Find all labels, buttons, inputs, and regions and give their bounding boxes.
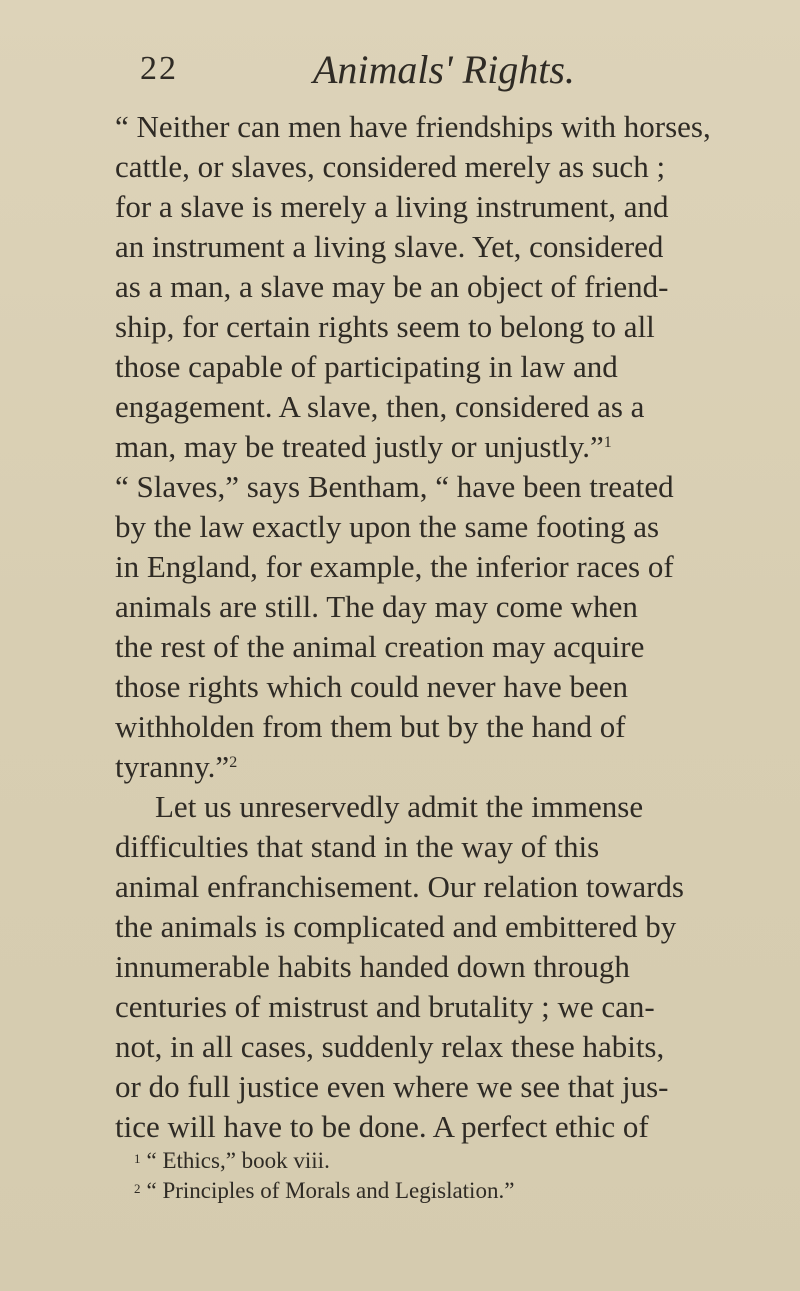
text-line: or do full justice even where we see that jus- <box>115 1069 669 1104</box>
footnote-2 <box>134 1176 514 1206</box>
footnote-text: “ Ethics,” book viii. <box>146 1148 330 1173</box>
text-line: cattle, or slaves, considered merely as such ; <box>115 149 666 184</box>
running-header <box>140 44 660 98</box>
text-line: “ Neither can men have friendships with horses, <box>115 109 711 144</box>
text-line: by the law exactly upon the same footing as <box>115 509 660 544</box>
text-line: animal enfranchisement. Our relation towards <box>115 869 684 904</box>
footnote-text: “ Principles of Morals and Legislation.” <box>146 1178 515 1203</box>
text-line: as a man, a slave may be an object of friend- <box>115 269 669 304</box>
page-number: 22 <box>140 50 178 87</box>
text-line: those capable of participating in law and <box>115 349 618 384</box>
footnote-ref-2: 2 <box>229 754 238 771</box>
text-line: the rest of the animal creation may acquire <box>115 629 645 664</box>
text-line: innumerable habits handed down through <box>115 949 630 984</box>
text-line: tice will have to be done. A perfect ethic of <box>115 1109 649 1144</box>
footnote-marker: 2 <box>134 1181 141 1196</box>
text-line: animals are still. The day may come when <box>115 589 638 624</box>
text-line: those rights which could never have been <box>115 669 629 704</box>
text-line: difficulties that stand in the way of this <box>115 829 600 864</box>
text-line: “ Slaves,” says Bentham, “ have been treated <box>115 469 674 504</box>
footnote-ref-1: 1 <box>603 434 612 451</box>
text-line: centuries of mistrust and brutality ; we can- <box>115 989 655 1024</box>
text-line: an instrument a living slave. Yet, considered <box>115 229 664 264</box>
text-line: withholden from them but by the hand of <box>115 709 626 744</box>
text-line: engagement. A slave, then, considered as a <box>115 389 645 424</box>
text-line: Let us unreservedly admit the immense <box>155 789 644 824</box>
footnote-1 <box>134 1146 330 1176</box>
text-line: tyranny.”$^2$ <box>115 749 238 784</box>
text-line: in England, for example, the inferior races of <box>115 549 674 584</box>
text-line: man, may be treated justly or unjustly.”$^1$ <box>115 429 612 464</box>
text-line: the animals is complicated and embittered by <box>115 909 677 944</box>
text-line: ship, for certain rights seem to belong to all <box>115 309 655 344</box>
text-line: for a slave is merely a living instrument, and <box>115 189 669 224</box>
running-title: Animals' Rights. <box>313 47 575 92</box>
text-line: not, in all cases, suddenly relax these habits, <box>115 1029 665 1064</box>
footnote-marker: 1 <box>134 1151 141 1166</box>
